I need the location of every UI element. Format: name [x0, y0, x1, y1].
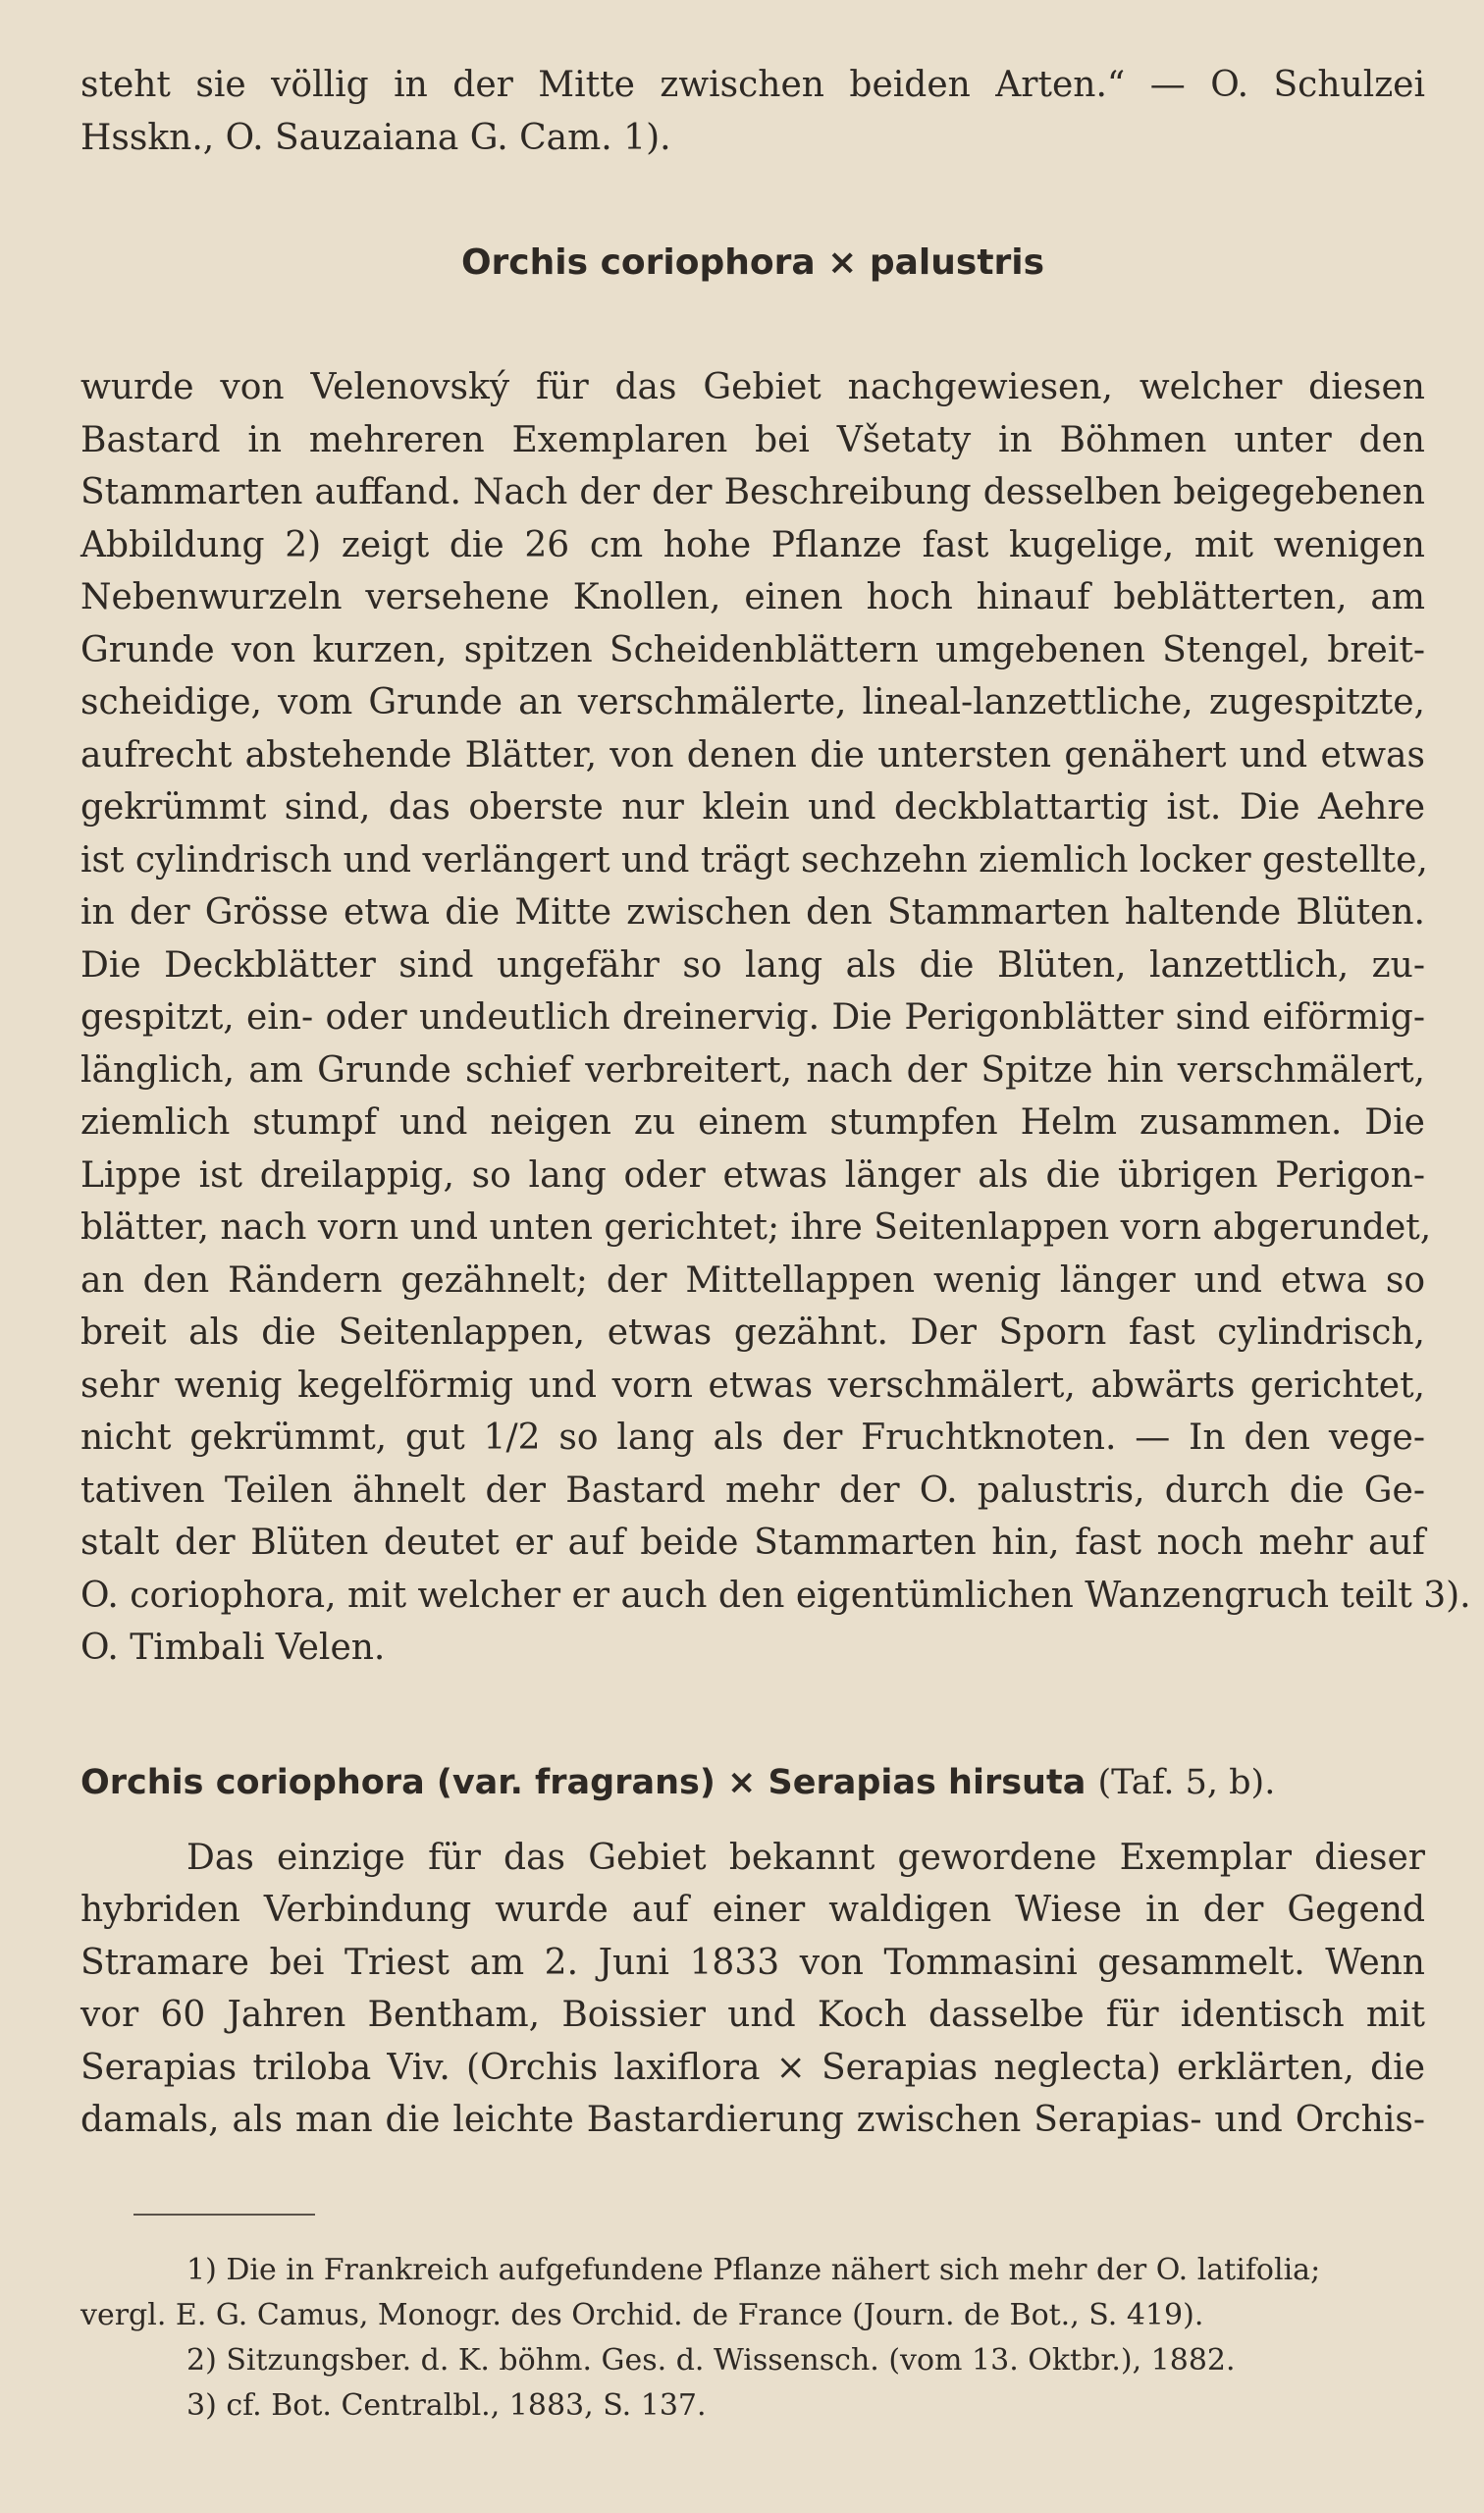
section-paragraph [80, 361, 1471, 1675]
footnote-divider [133, 2214, 315, 2216]
text-line: Lippe ist dreilappig, so lang oder etwas länger als die übrigen Perigon- [80, 1154, 1425, 1196]
footnotes [80, 2248, 1425, 2429]
text-line: gespitzt, ein- oder undeutlich dreinervig. Die Perigonblätter sind eiförmig- [80, 997, 1425, 1038]
text-line: wurde von Velenovský für das Gebiet nachgewiesen, welcher diesen [80, 367, 1425, 407]
text-line: O. Timbali Velen. [80, 1628, 386, 1668]
page-text [80, 59, 1471, 2147]
text-line: an den Rändern gezähnelt; der Mittellappen wenig länger und etwa so [80, 1259, 1425, 1301]
text-line: O. coriophora, mit welcher er auch den eigentümlichen Wanzengruch teilt 3). [80, 1575, 1471, 1616]
section-heading [80, 1763, 1425, 1802]
text-line: Das einzige für das Gebiet bekannt gewordene Exemplar dieser [186, 1837, 1425, 1878]
text-line: stalt der Blüten deutet er auf beide Stammarten hin, fast noch mehr auf [80, 1523, 1425, 1563]
text-line: Stammarten auffand. Nach der der Beschreibung desselben beigegebenen [80, 472, 1425, 512]
text-line: nicht gekrümmt, gut 1/2 so lang als der Fruchtknoten. — In den vege- [80, 1417, 1425, 1458]
section-heading-title: Orchis coriophora (var. fragrans) × Serapias hirsuta [80, 1762, 1086, 1802]
text-line: damals, als man die leichte Bastardierung zwischen Serapias- und Orchis- [80, 2100, 1425, 2140]
section-heading: Orchis coriophora × palustris [460, 242, 1045, 283]
plate-reference: (Taf. 5, b). [1097, 1762, 1276, 1802]
text-line: sehr wenig kegelförmig und vorn etwas verschmälert, abwärts gerichtet, [80, 1364, 1425, 1406]
text-line: ziemlich stumpf und neigen zu einem stumpfen Helm zusammen. Die [80, 1102, 1425, 1143]
footnote: 3) cf. Bot. Centralbl., 1883, S. 137. [186, 2388, 707, 2423]
text-line: Grunde von kurzen, spitzen Scheidenblättern umgebenen Stengel, breit- [80, 629, 1425, 670]
text-line: Stramare bei Triest am 2. Juni 1833 von Tommasini gesammelt. Wenn [80, 1942, 1425, 1983]
text-line: scheidige, vom Grunde an verschmälerte, lineal-lanzettliche, zugespitzte, [80, 682, 1425, 722]
footnote-continuation: vergl. E. G. Camus, Monogr. des Orchid. de France (Journ. de Bot., S. 419). [80, 2298, 1204, 2332]
text-line: Hsskn., O. Sauzaiana G. Cam. 1). [80, 117, 671, 158]
intro-paragraph [80, 59, 1425, 164]
text-line: Die Deckblätter sind ungefähr so lang als die Blüten, lanzettlich, zu- [80, 944, 1425, 986]
text-line: in der Grösse etwa die Mitte zwischen den Stammarten haltende Blüten. [80, 892, 1425, 933]
text-line: tativen Teilen ähnelt der Bastard mehr der O. palustris, durch die Ge- [80, 1470, 1425, 1511]
text-line: länglich, am Grunde schief verbreitert, nach der Spitze hin verschmälert, [80, 1049, 1425, 1091]
text-line: gekrümmt sind, das oberste nur klein und deckblattartig ist. Die Aehre [80, 787, 1425, 828]
text-line: vor 60 Jahren Bentham, Boissier und Koch dasselbe für identisch mit [80, 1995, 1425, 2035]
footnote: 2) Sitzungsber. d. K. böhm. Ges. d. Wissensch. (vom 13. Oktbr.), 1882. [186, 2343, 1236, 2378]
text-line: Nebenwurzeln versehene Knollen, einen hoch hinauf beblätterten, am [80, 577, 1425, 617]
section-paragraph [80, 1832, 1425, 2147]
text-line: breit als die Seitenlappen, etwas gezähnt. Der Sporn fast cylindrisch, [80, 1312, 1425, 1353]
text-line: blätter, nach vorn und unten gerichtet; ihre Seitenlappen vorn abgerundet, [80, 1207, 1432, 1248]
text-line: Bastard in mehreren Exemplaren bei Všetaty in Böhmen unter den [80, 419, 1425, 460]
text-line: Serapias triloba Viv. (Orchis laxiflora × Serapias neglecta) erklärten, die [80, 2047, 1425, 2088]
text-line: aufrecht abstehende Blätter, von denen die untersten genähert und etwas [80, 734, 1425, 775]
text-line: hybriden Verbindung wurde auf einer waldigen Wiese in der Gegend [80, 1890, 1425, 1930]
text-line: steht sie völlig in der Mitte zwischen beiden Arten.“ — O. Schulzei [80, 65, 1425, 105]
text-line: Abbildung 2) zeigt die 26 cm hohe Pflanze fast kugelige, mit wenigen [80, 524, 1425, 565]
footnote: 1) Die in Frankreich aufgefundene Pflanze nähert sich mehr der O. latifolia; [186, 2253, 1321, 2287]
text-line: ist cylindrisch und verlängert und trägt sechzehn ziemlich locker gestellte, [80, 839, 1428, 881]
